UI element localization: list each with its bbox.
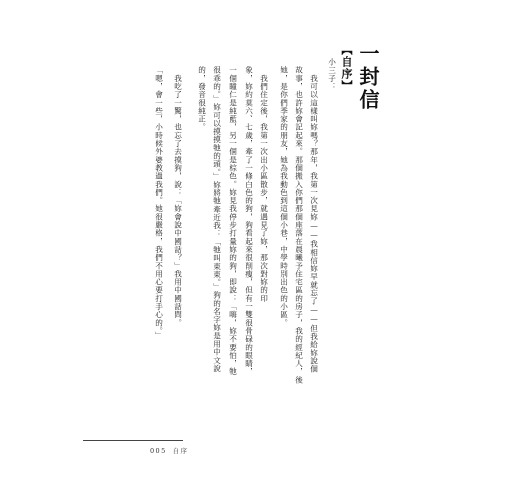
letter-column: 一個瞳仁是純藍，另一個是棕色。妳見我停步打量妳的狗，即說：「嗨，妳不要怕，牠 [228,66,238,376]
letter-column: 小三子： [327,58,337,91]
letter-column: 「嗯，會一些，小時候外婆教過我們。她很嚴格，我們不用心要打手心的。」 [154,66,164,340]
letter-column: 很乖的。」妳可以摸摸牠的頭。」妳將牠牽近我：「牠叫東東。」狗的名字妳是用中文說 [212,66,222,373]
letter-column: 的，發音很純正。 [197,66,207,132]
letter-column: 我們住定後，我第一次出小區散步，就遇見了妳，那次對妳的印 [259,66,269,303]
letter-column: 故事，也許妳會記起來。那個搬入你們那個座落在晨曦予住宅區的房子，我的經紀人，後 [294,66,304,384]
section-label: 【自序】 [340,44,353,92]
letter-column: 象，妳約莫六、七歲，牽了一條白色的狗，狗看起來很削瘦，但有一雙很骨碌的眼睛， [244,66,254,376]
chapter-title: 一封信 [356,43,380,112]
page-footer [150,446,194,455]
footer-rule [83,440,183,441]
letter-column: 她，是你們季家的朋友，她為我動色到這個小巷，中學時別出色的小區。 [279,66,289,327]
letter-column: 我吃了一驚，也忘了去摸狗，說：「妳會說中國話？」我用中國話問。 [173,66,183,327]
page-number: 005 [150,447,167,455]
footer-section: 自序 [172,447,189,455]
letter-column: 我可以這樣叫妳嗎？那年，我第一次見妳——我相信妳早就忘了——但我給妳說個 [309,66,319,374]
